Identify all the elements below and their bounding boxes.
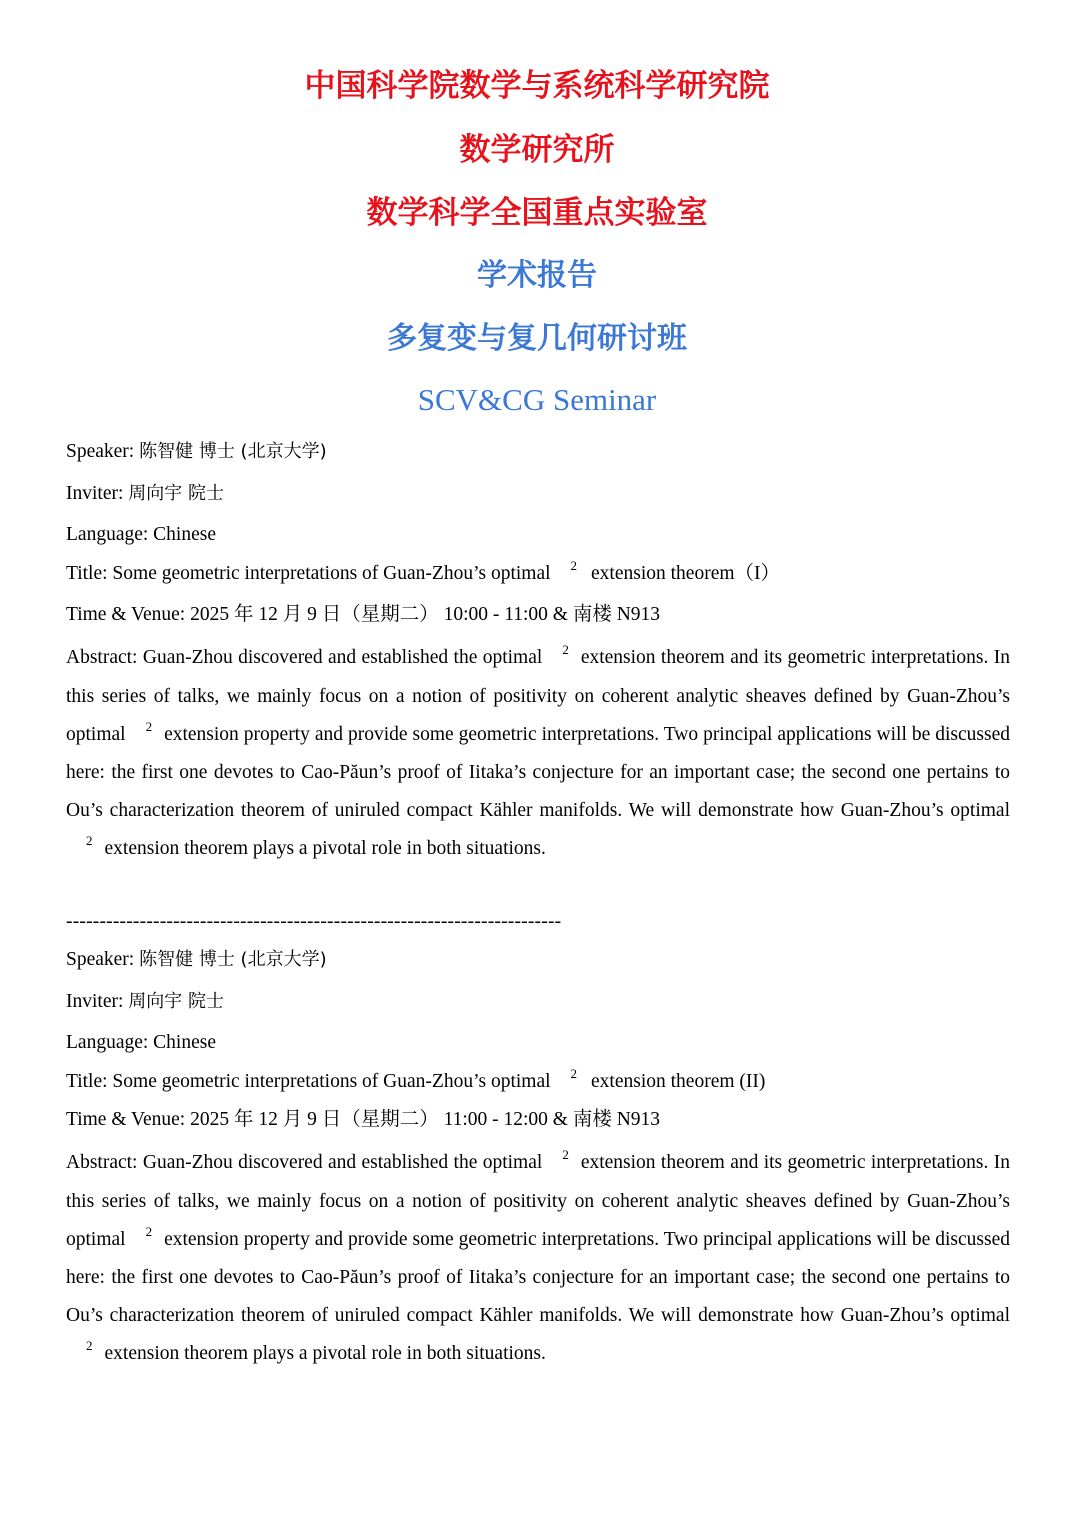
superscript: 2 bbox=[570, 558, 578, 573]
talk1-inviter-name: 周向宇 院士 bbox=[128, 483, 225, 504]
talk2-title: Title: Some geometric interpretations of Guan-Zhou’s optimal 2 extension theorem (II) bbox=[66, 1068, 1010, 1097]
talk2-speaker: Speaker: 陈智健 博士 (北京大学) bbox=[66, 949, 327, 970]
superscript: 2 bbox=[562, 1147, 569, 1162]
lab-title: 数学科学全国重点实验室 bbox=[366, 195, 708, 231]
talk1-language: Language: Chinese bbox=[66, 524, 216, 545]
talk1-inviter: Inviter: 周向宇 院士 bbox=[66, 483, 225, 504]
talk2-abstract: Abstract: Guan-Zhou discovered and established the optimal 2 extension theorem and its geometric interpretations. In this series of talks, we mainly focus on a notion of positivity on coherent analytic sheaves defined by Guan-Zhou’s optimal 2 extension property and provide some geometric interpretations. Two principal applications will be discussed here: the first one devotes to Cao-Păun’s proof of Iitaka’s conjecture for an important case; the second one pertains to Ou’s characterization theorem of uniruled compact Kähler manifolds. We will demonstrate how Guan-Zhou’s optimal2 extension theorem plays a pivotal role in both situations. bbox=[66, 1144, 1010, 1374]
talk2-inviter-name: 周向宇 院士 bbox=[128, 991, 225, 1012]
report-title: 学术报告 bbox=[477, 258, 597, 293]
superscript: 2 bbox=[86, 1337, 93, 1353]
talk1-speaker-name: 陈智健 博士 (北京大学) bbox=[139, 441, 327, 462]
talk1-abstract: Abstract: Guan-Zhou discovered and established the optimal 2 extension theorem and its geometric interpretations. In this series of talks, we mainly focus on a notion of positivity on coherent analytic sheaves defined by Guan-Zhou’s optimal 2 extension property and provide some geometric interpretations. Two principal applications will be discussed here: the first one devotes to Cao-Păun’s proof of Iitaka’s conjecture for an important case; the second one pertains to Ou’s characterization theorem of uniruled compact Kähler manifolds. We will demonstrate how Guan-Zhou’s optimal2 extension theorem plays a pivotal role in both situations. bbox=[66, 639, 1010, 869]
separator-line: -------------------------------------------------------------------------- bbox=[66, 911, 562, 932]
talk2-language: Language: Chinese bbox=[66, 1032, 216, 1053]
seminar-title-en: SCV&CG Seminar bbox=[417, 382, 657, 417]
talk1-title: Title: Some geometric interpretations of Guan-Zhou’s optimal 2 extension theorem（I） bbox=[66, 560, 1010, 589]
talk1-time-venue: Time & Venue: 2025 年 12 月 9 日（星期二） 10:00 - 11:00 & 南楼 N913 bbox=[66, 604, 661, 625]
talk2-time-venue: Time & Venue: 2025 年 12 月 9 日（星期二） 11:00 - 12:00 & 南楼 N913 bbox=[66, 1109, 661, 1130]
superscript: 2 bbox=[145, 1223, 153, 1239]
superscript: 2 bbox=[562, 642, 569, 657]
department-title: 数学研究所 bbox=[459, 132, 615, 168]
seminar-title-cn: 多复变与复几何研讨班 bbox=[387, 321, 687, 356]
talk2-inviter: Inviter: 周向宇 院士 bbox=[66, 991, 225, 1012]
superscript: 2 bbox=[145, 718, 153, 734]
talk1-speaker: Speaker: 陈智健 博士 (北京大学) bbox=[66, 441, 327, 462]
superscript: 2 bbox=[570, 1066, 578, 1081]
institute-title: 中国科学院数学与系统科学研究院 bbox=[304, 68, 770, 104]
superscript: 2 bbox=[86, 832, 93, 848]
talk2-speaker-name: 陈智健 博士 (北京大学) bbox=[139, 949, 327, 970]
